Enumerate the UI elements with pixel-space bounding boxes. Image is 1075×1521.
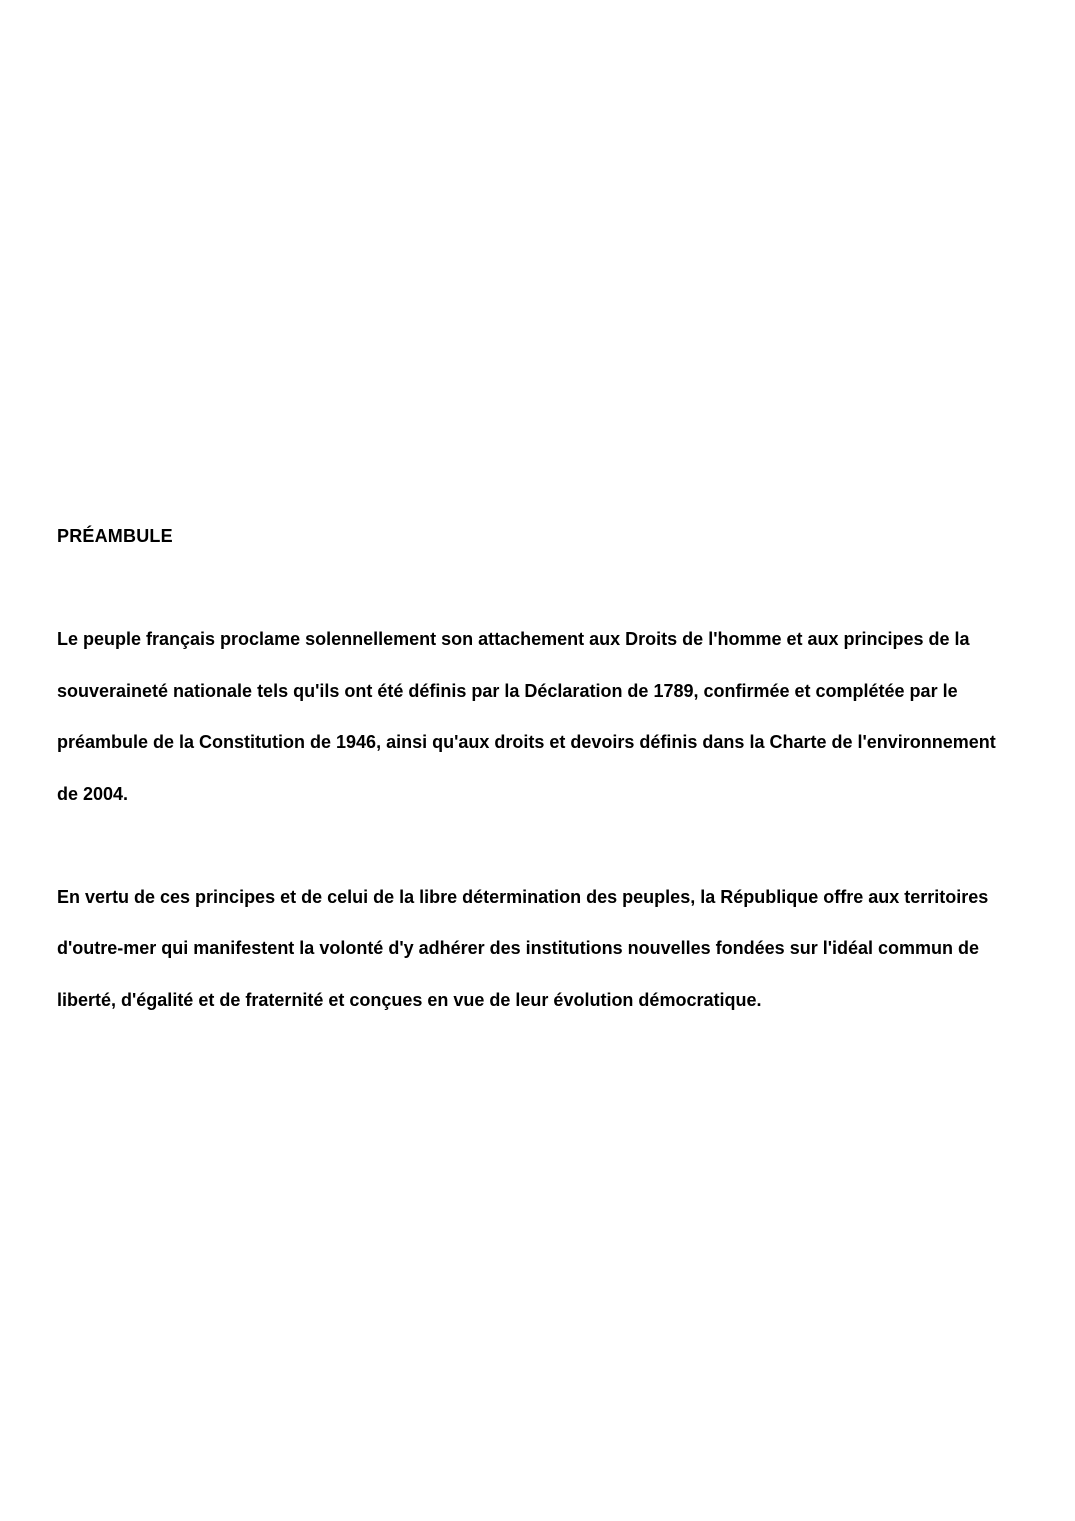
document-heading: PRÉAMBULE (57, 526, 173, 546)
document-paragraph-2: En vertu de ces principes et de celui de la libre détermination des peuples, la République offre aux territoires d'outre-mer qui manifestent la volonté d'y adhérer des institutions nouvelles fondées sur l'idéal commun de liberté, d'égalité et de fraternité et conçues en vue de leur évolution démocratique. (57, 886, 989, 1010)
document-paragraph-1: Le peuple français proclame solennellement son attachement aux Droits de l'homme et aux principes de la souveraineté nationale tels qu'ils ont été définis par la Déclaration de 1789, confirmée et complétée par le préambule de la Constitution de 1946, ainsi qu'aux droits et devoirs définis dans la Charte de l'environnement de 2004. (57, 629, 996, 804)
document-body (57, 511, 1001, 1026)
